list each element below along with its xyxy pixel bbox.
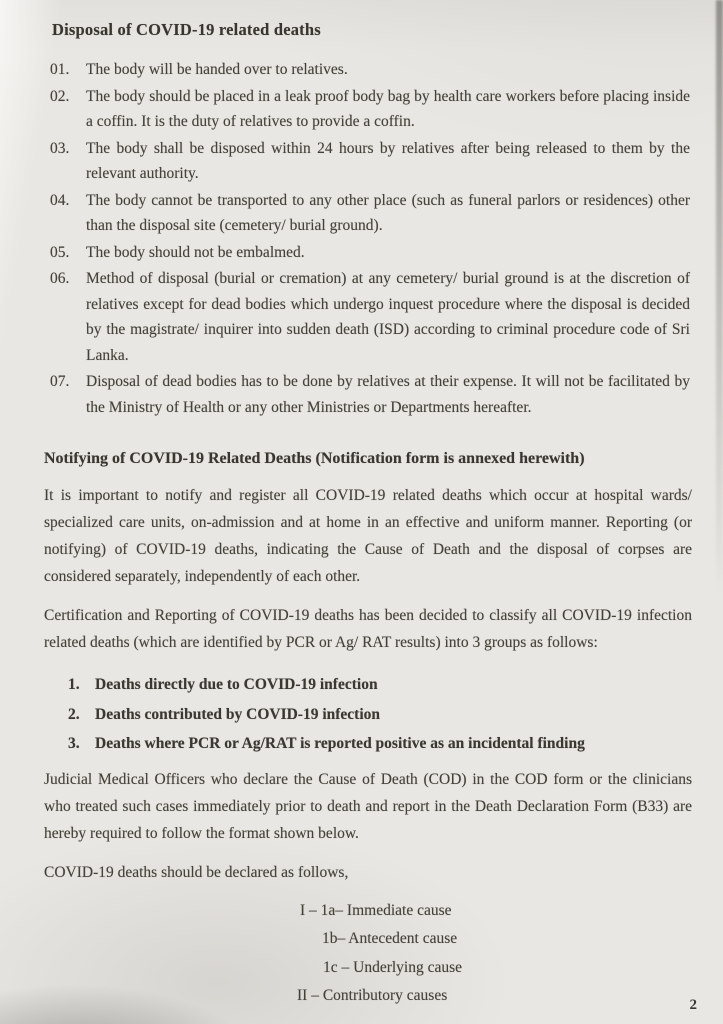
- item-text: The body should be placed in a leak proof body bag by health care workers before placing inside a coffin. It is the duty of relatives to provide a coffin.: [86, 87, 690, 130]
- group-item: [68, 670, 692, 700]
- list-item: [50, 188, 692, 239]
- paragraph-certification: Certification and Reporting of COVID-19 deaths has been decided to classify all COVID-19 infection related deaths (which are identified by PCR or Ag/ RAT results) into 3 groups as follows:: [44, 607, 692, 651]
- paragraph-jmo: Judicial Medical Officers who declare the Cause of Death (COD) in the COD form or the clinicians who treated such cases immediately prior to death and report in the Death Declaration Form (B33) are hereby required to follow the format shown below.: [44, 770, 692, 842]
- death-groups-list: [68, 670, 692, 759]
- item-number: 01.: [50, 61, 70, 78]
- group-item: [68, 729, 692, 759]
- group-number: 2.: [68, 705, 80, 723]
- cause-line: II – Contributory causes: [297, 987, 448, 1004]
- group-item: [68, 700, 692, 730]
- section-heading-disposal: Disposal of COVID-19 related deaths: [52, 20, 321, 39]
- item-text: The body shall be disposed within 24 hours by relatives after being released to them by the relevant authority.: [86, 139, 690, 182]
- item-text: The body will be handed over to relatives.: [86, 61, 348, 78]
- item-number: 04.: [50, 191, 70, 209]
- cause-line: I – 1a– Immediate cause: [300, 901, 452, 919]
- paragraph-declared-as-follows: COVID-19 deaths should be declared as follows,: [44, 863, 349, 881]
- item-text: The body cannot be transported to any other place (such as funeral parlors or residences) other than the disposal site (cemetery/ burial ground).: [86, 191, 690, 234]
- group-number: 3.: [68, 735, 80, 752]
- list-item: [50, 369, 692, 420]
- item-number: 06.: [50, 270, 70, 287]
- disposal-numbered-list: [50, 57, 692, 420]
- group-text: Deaths directly due to COVID-19 infection: [95, 676, 378, 693]
- item-number: 02.: [50, 87, 70, 105]
- item-text: Method of disposal (burial or cremation) at any cemetery/ burial ground is at the discretion of relatives except for dead bodies which undergo inquest procedure where the disposal is decided by the magistrate/ inquirer into sudden death (ISD) according to criminal procedure code of Sri Lanka.: [86, 270, 690, 364]
- cause-line: 1b– Antecedent cause: [322, 930, 458, 947]
- item-text: Disposal of dead bodies has to be done by relatives at their expense. It will not be facilitated by the Ministry of Health or any other Ministries or Departments hereafter.: [86, 373, 690, 416]
- group-text: Deaths where PCR or Ag/RAT is reported positive as an incidental finding: [95, 735, 585, 752]
- item-number: 03.: [50, 139, 70, 157]
- list-item: [50, 136, 692, 187]
- list-item: [50, 84, 692, 135]
- item-number: 07.: [50, 373, 70, 390]
- item-number: 05.: [50, 243, 70, 261]
- item-text: The body should not be embalmed.: [86, 243, 305, 261]
- group-text: Deaths contributed by COVID-19 infection: [95, 705, 381, 723]
- list-item: [50, 240, 692, 266]
- page-number: 2: [689, 997, 697, 1013]
- section-heading-notifying: Notifying of COVID-19 Related Deaths (Notification form is annexed herewith): [44, 450, 585, 467]
- cause-line: 1c – Underlying cause: [323, 958, 463, 976]
- list-item: [50, 57, 692, 83]
- list-item: [50, 266, 692, 368]
- group-number: 1.: [68, 676, 80, 693]
- cause-format-list: [44, 897, 692, 1011]
- paragraph-notify-register: It is important to notify and register all COVID-19 related deaths which occur at hospital wards/ specialized care units, on-admission and at home in an effective and uniform manner. Reporting (or notifying) of COVID-19 deaths, indicating the Cause of Death and the disposal of corpses are considered separately, independently of each other.: [44, 487, 692, 585]
